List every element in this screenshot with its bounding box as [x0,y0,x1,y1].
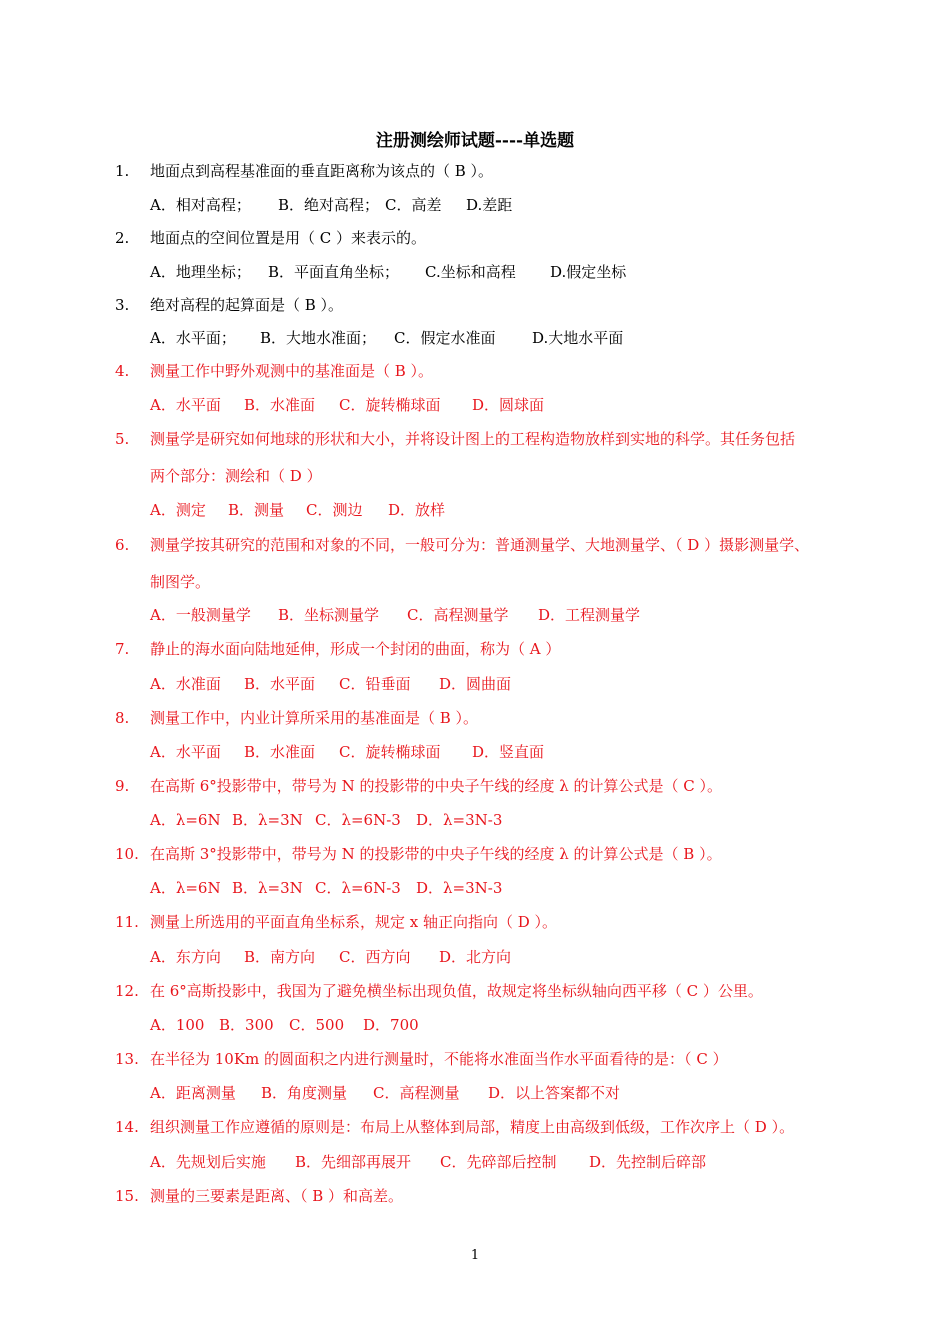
question-number: 13. [115,1050,139,1068]
option-d: D．以上答案都不对 [488,1084,621,1102]
option-a: A．λ=6N [150,811,221,829]
option-b: B．λ=3N [232,879,303,897]
page-title: 注册测绘师试题----单选题 [375,131,575,151]
option-a: A．λ=6N [150,879,221,897]
option-c: C．高差 [385,196,442,214]
option-a: A．水平面 [150,396,221,414]
question-number: 10. [115,845,139,863]
option-d: D．700 [363,1016,419,1034]
question-text: 测量学按其研究的范围和对象的不同，一般可分为：普通测量学、大地测量学、（ D ）摄影测量学、 [150,536,810,554]
option-b: B．坐标测量学 [278,606,380,624]
question-number: 6. [115,536,130,554]
option-b: B．角度测量 [261,1084,348,1102]
question-number: 5. [115,430,130,448]
question-text: 地面点到高程基准面的垂直距离称为该点的（ B ）。 [150,162,494,180]
option-c: C．λ=6N-3 [315,811,401,829]
option-b: B．南方向 [244,948,316,966]
question-number: 11. [115,913,139,931]
option-a: A．先规划后实施 [150,1153,266,1171]
question-text: 测量工作中野外观测中的基准面是（ B ）。 [150,362,434,380]
page-number: 1 [470,1248,480,1263]
question-text: 组织测量工作应遵循的原则是：布局上从整体到局部，精度上由高级到低级，工作次序上（ D ）。 [150,1118,795,1136]
option-d: D．北方向 [439,948,512,966]
option-c: C．λ=6N-3 [315,879,401,897]
option-c: C．高程测量 [373,1084,460,1102]
option-c: C．铅垂面 [339,675,411,693]
question-text: 在半径为 10Km 的圆面积之内进行测量时，不能将水准面当作水平面看待的是：（ C ） [150,1050,728,1068]
question-number: 2. [115,229,130,247]
option-a: A．一般测量学 [150,606,251,624]
option-a: A．距离测量 [150,1084,236,1102]
option-d: D．放样 [388,501,446,519]
option-b: B．水准面 [244,743,316,761]
question-text: 测量学是研究如何地球的形状和大小，并将设计图上的工程构造物放样到实地的科学。其任务包括 [150,430,796,448]
option-a: A．相对高程； [150,196,251,214]
question-text-continued: 两个部分：测绘和（ D ） [150,467,322,485]
option-a: A．测定 [150,501,206,519]
question-text: 测量工作中，内业计算所采用的基准面是（ B ）。 [150,709,479,727]
option-d: D．工程测量学 [538,606,641,624]
option-d: D．λ=3N-3 [416,811,503,829]
option-a: A．东方向 [150,948,221,966]
option-b: B．平面直角坐标； [268,263,400,281]
question-number: 4. [115,362,130,380]
option-d: D.差距 [466,196,513,214]
option-d: D．先控制后碎部 [589,1153,707,1171]
option-c: C．500 [289,1016,345,1034]
question-text: 在 6°高斯投影中，我国为了避免横坐标出现负值，故规定将坐标纵轴向西平移（ C ）公里。 [150,982,763,1000]
question-number: 12. [115,982,139,1000]
option-b: B．300 [219,1016,274,1034]
question-text-continued: 制图学。 [150,573,211,591]
question-number: 1. [115,162,130,180]
option-c: C．先碎部后控制 [440,1153,557,1171]
question-number: 14. [115,1118,139,1136]
option-d: D.假定坐标 [550,263,627,281]
option-b: B．先细部再展开 [295,1153,412,1171]
question-number: 7. [115,640,130,658]
option-c: C．测边 [306,501,363,519]
question-text: 在高斯 3°投影带中，带号为 N 的投影带的中央子午线的经度 λ 的计算公式是（ B ）。 [150,845,722,863]
option-a: A．水准面 [150,675,221,693]
question-text: 测量的三要素是距离、（ B ）和高差。 [150,1187,404,1205]
option-c: C．高程测量学 [407,606,509,624]
question-text: 静止的海水面向陆地延伸，形成一个封闭的曲面，称为（ A ） [150,640,561,658]
option-c: C．假定水准面 [394,329,496,347]
option-d: D．λ=3N-3 [416,879,503,897]
question-text: 地面点的空间位置是用（ C ）来表示的。 [150,229,427,247]
question-number: 8. [115,709,130,727]
option-d: D．圆球面 [472,396,545,414]
question-number: 9. [115,777,130,795]
option-a: A．水平面 [150,743,221,761]
question-number: 15. [115,1187,139,1205]
question-number: 3. [115,296,130,314]
option-b: B．大地水准面； [260,329,377,347]
question-text: 绝对高程的起算面是（ B ）。 [150,296,344,314]
option-c: C．旋转椭球面 [339,396,441,414]
option-b: B．λ=3N [232,811,303,829]
option-c: C．西方向 [339,948,411,966]
option-c: C.坐标和高程 [425,263,516,281]
question-text: 测量上所选用的平面直角坐标系，规定 x 轴正向指向（ D ）。 [150,913,558,931]
option-b: B．绝对高程； [278,196,380,214]
option-d: D．圆曲面 [439,675,512,693]
option-d: D.大地水平面 [532,329,624,347]
option-b: B．测量 [228,501,285,519]
question-text: 在高斯 6°投影带中，带号为 N 的投影带的中央子午线的经度 λ 的计算公式是（ C ）。 [150,777,723,795]
option-c: C．旋转椭球面 [339,743,441,761]
option-b: B．水平面 [244,675,316,693]
option-b: B．水准面 [244,396,316,414]
option-a: A．100 [150,1016,205,1034]
option-a: A．地理坐标； [150,263,251,281]
option-a: A．水平面； [150,329,236,347]
option-d: D．竖直面 [472,743,545,761]
